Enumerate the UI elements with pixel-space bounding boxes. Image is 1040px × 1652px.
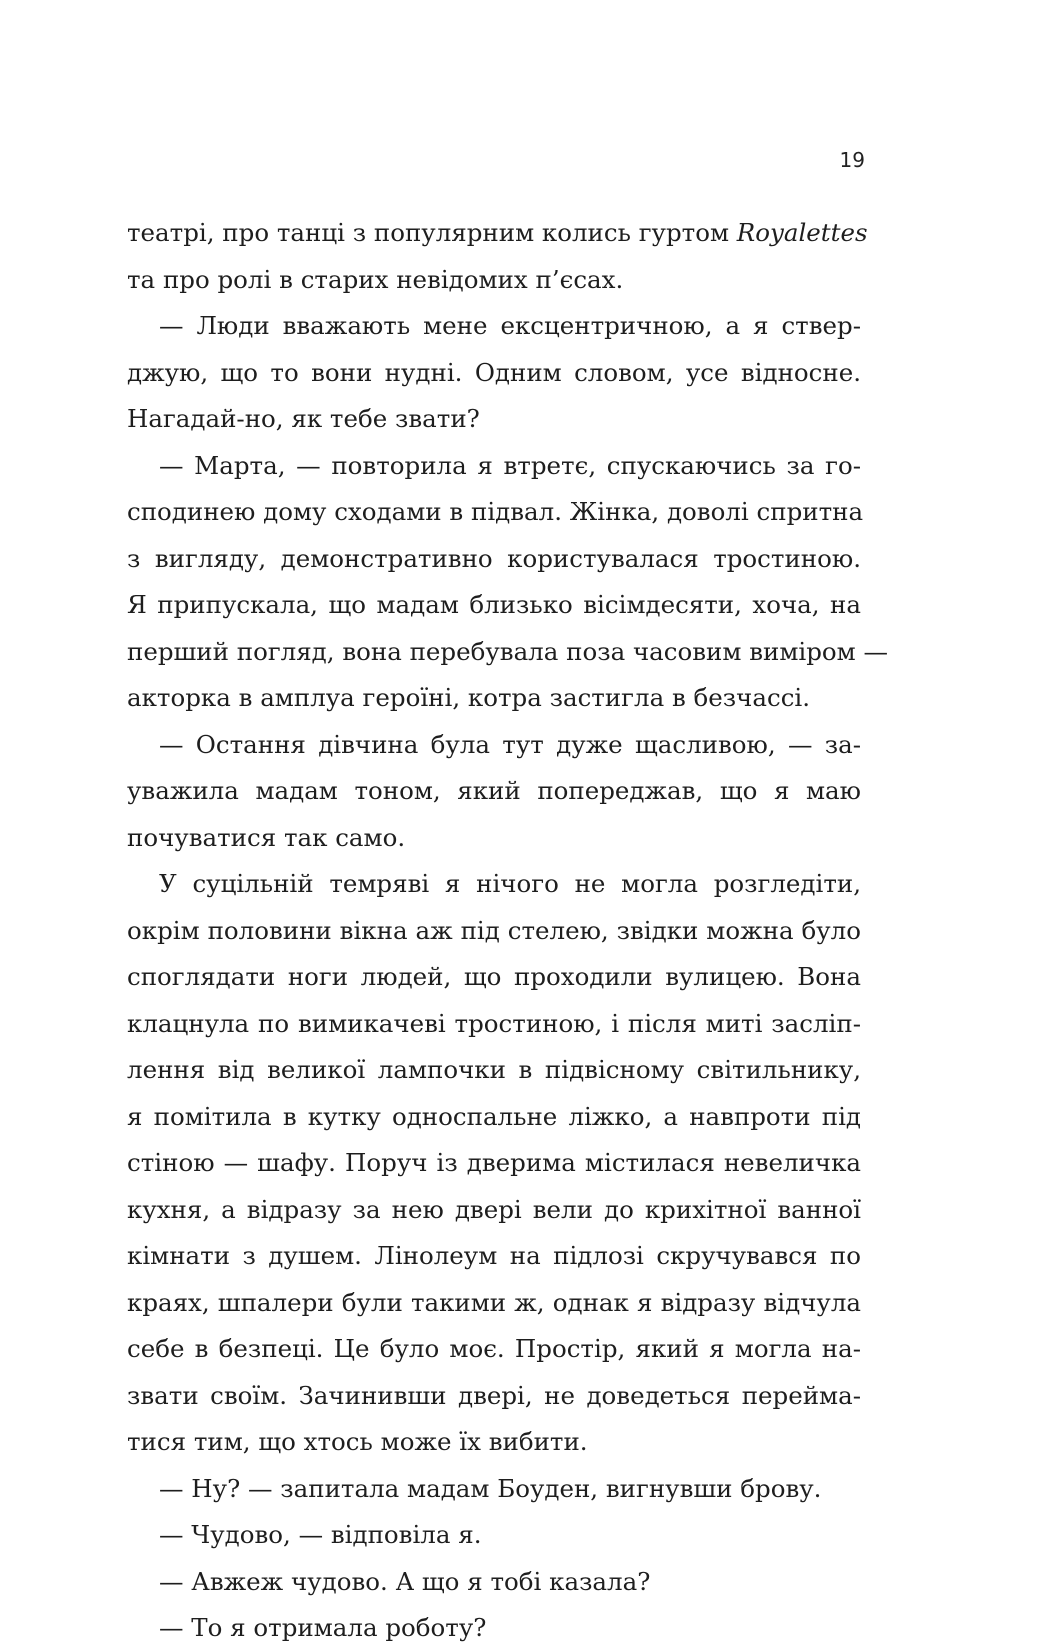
dialogue-line: — Авжеж чудово. А що я тобі казала? bbox=[159, 1566, 651, 1596]
text-line: я помітила в кутку односпальне ліжко, а навпроти під bbox=[127, 1101, 861, 1131]
text-line: уважила мадам тоном, який попереджав, що я маю bbox=[127, 776, 861, 805]
page-number: 19 bbox=[839, 148, 865, 172]
dialogue-line: — Люди вважають мене ексцентричною, а я ствер- bbox=[159, 311, 861, 340]
text-line: Нагадай-но, як тебе звати? bbox=[127, 404, 480, 433]
text-line: тися тим, що хтось може їх вибити. bbox=[127, 1427, 588, 1456]
body-text bbox=[127, 210, 889, 1652]
dialogue-line: — Чудово, — відповіла я. bbox=[159, 1520, 482, 1549]
text-line: звати своїм. Зачинивши двері, не доведеться перейма- bbox=[127, 1380, 861, 1410]
text-line: сподинею дому сходами в підвал. Жінка, доволі спритна bbox=[127, 497, 864, 526]
text-line: театрі, про танці з популярним колись гуртом Royalettes bbox=[127, 218, 868, 247]
text-line: клацнула по вимикачеві тростиною, і після миті засліп- bbox=[127, 1008, 861, 1038]
band-name: Royalettes bbox=[736, 218, 868, 247]
dialogue-line: — Остання дівчина була тут дуже щасливою, — за- bbox=[159, 729, 861, 759]
text-line: кімнати з душем. Лінолеум на підлозі скручувався по bbox=[127, 1241, 861, 1270]
text-line: краях, шпалери були такими ж, однак я відразу відчула bbox=[127, 1287, 861, 1317]
text-line: окрім половини вікна аж під стелею, звідки можна було bbox=[127, 915, 861, 945]
dialogue-line: — Марта, — повторила я втретє, спускаючись за го- bbox=[159, 450, 861, 480]
text-line: акторка в амплуа героїні, котра застигла в безчассі. bbox=[127, 683, 811, 712]
text-line: себе в безпеці. Це було моє. Простір, який я могла на- bbox=[127, 1334, 861, 1363]
text-line: кухня, а відразу за нею двері вели до крихітної ванної bbox=[127, 1194, 861, 1224]
text-line: стіною — шафу. Поруч із дверима містилася невеличка bbox=[127, 1148, 861, 1177]
paragraph-start-line: У суцільній темряві я нічого не могла розгледіти, bbox=[159, 869, 861, 898]
text-line: джую, що то вони нудні. Одним словом, усе відносне. bbox=[127, 357, 861, 387]
text-line: лення від великої лампочки в підвісному світильнику, bbox=[127, 1055, 861, 1084]
text-line: та про ролі в старих невідомих п’єсах. bbox=[127, 264, 624, 294]
text-line: Я припускала, що мадам близько вісімдесяти, хоча, на bbox=[127, 590, 861, 619]
dialogue-line: — То я отримала роботу? bbox=[159, 1613, 487, 1642]
text-line: почуватися так само. bbox=[127, 822, 406, 852]
text-line: перший погляд, вона перебувала поза часовим виміром — bbox=[127, 636, 889, 666]
text-line: споглядати ноги людей, що проходили вулицею. Вона bbox=[127, 962, 861, 991]
dialogue-line: — Ну? — запитала мадам Боуден, вигнувши брову. bbox=[159, 1473, 822, 1503]
text-line: з вигляду, демонстративно користувалася тростиною. bbox=[127, 543, 861, 573]
